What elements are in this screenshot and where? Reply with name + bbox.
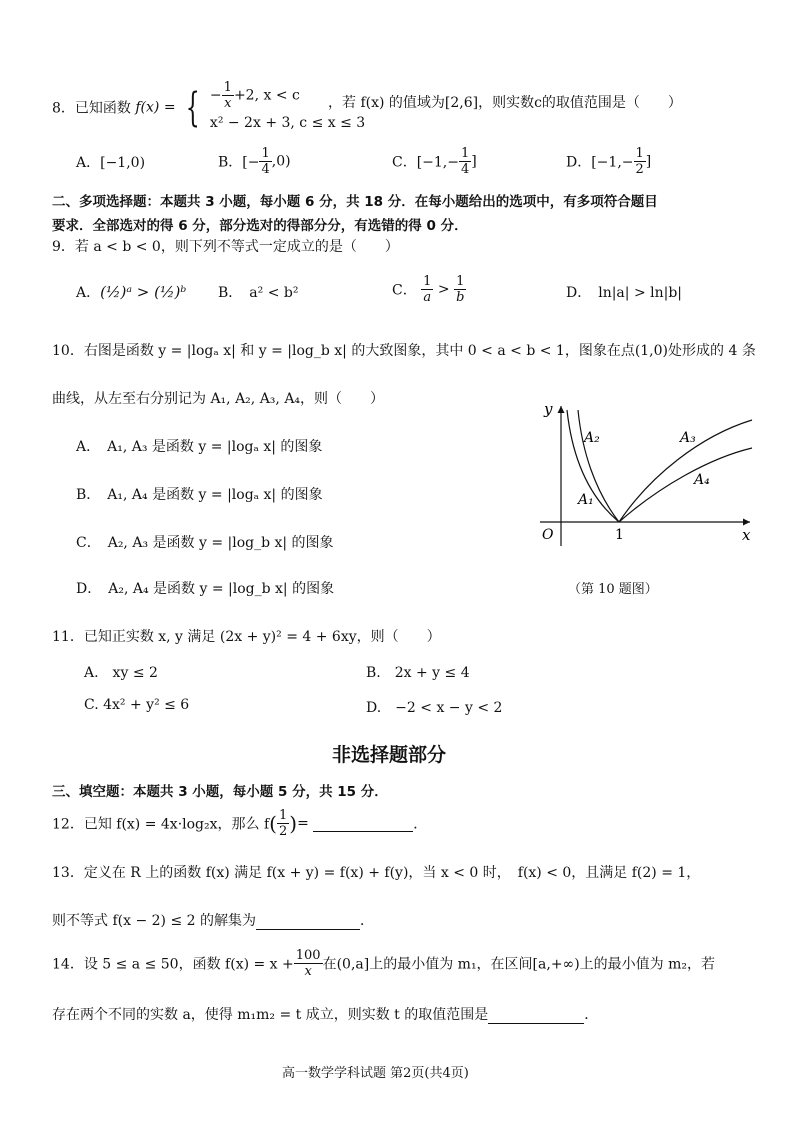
- q9-option-c-pre: C．: [392, 282, 417, 299]
- q8-stem: [52, 80, 365, 130]
- q14-pre: 14．设 5 ≤ a ≤ 50，函数 f(x) = x +: [52, 956, 294, 973]
- q11-option-c[interactable]: C. 4x² + y² ≤ 6: [84, 697, 190, 713]
- q9-option-c-num1: 1: [423, 274, 432, 289]
- q10-y-label: y: [544, 400, 553, 418]
- q14-line1: [52, 948, 715, 979]
- q8-option-b-post: ,0): [271, 153, 291, 170]
- q8-option-d-num: 1: [635, 146, 644, 161]
- q8-option-c-den: 4: [461, 162, 470, 177]
- q14-line2-pre: 存在两个不同的实数 a，使得 m₁m₂ = t 成立，则实数 t 的取值范围是: [52, 1007, 489, 1023]
- q9-option-a-body: (½)ᵃ > (½)ᵇ: [100, 283, 187, 301]
- section2-heading-line2: 要求．全部选对的得 6 分，部分选对的得部分分，有选错的得 0 分．: [52, 218, 468, 234]
- q8-case1-frac: [222, 80, 234, 111]
- q8-option-d-den: 2: [635, 162, 644, 177]
- q9-option-c-gt: >: [437, 281, 450, 298]
- q14-post: 在(0,a]上的最小值为 m₁，在区间[a,+∞)上的最小值为 m₂，若: [322, 956, 716, 973]
- q12-frac-num: 1: [278, 808, 288, 823]
- q11-option-a[interactable]: A. xy ≤ 2: [84, 665, 158, 681]
- q8-option-c-post: ]: [471, 153, 477, 170]
- q11-option-b[interactable]: B. 2x + y ≤ 4: [366, 665, 470, 681]
- q8-option-b-frac: [259, 146, 271, 177]
- q8-fx: f(x) =: [135, 99, 176, 116]
- q13-line2-end: ．: [359, 913, 374, 929]
- q8-option-d-pre: D．[−1,−: [566, 154, 634, 171]
- q10-a4-label: A₄: [694, 472, 710, 488]
- q8-brace: {: [185, 84, 200, 131]
- q8-option-d-frac: [634, 146, 646, 177]
- q8-case1-frac-den: x: [224, 96, 232, 111]
- page-footer: 高一数学学科试题 第2页(共4页): [282, 1066, 469, 1081]
- q8-stem-prefix: 8．已知函数: [52, 100, 131, 117]
- q9-option-c-den1: a: [423, 290, 432, 305]
- q12-lparen: (: [269, 811, 277, 836]
- q8-option-c-num: 1: [461, 146, 470, 161]
- q12-equals: =: [297, 815, 309, 832]
- q10-stem-line2: 曲线，从左至右分别记为 A₁, A₂, A₃, A₄，则（ ）: [52, 391, 385, 407]
- q9-stem: 9．若 a < b < 0，则下列不等式一定成立的是（ ）: [52, 239, 399, 255]
- q12-frac: [277, 808, 289, 839]
- q10-a3-label: A₃: [680, 430, 696, 446]
- q9-option-c-frac2: [454, 274, 466, 305]
- q10-option-d[interactable]: D． A₂, A₄ 是函数 y = |log_b x| 的图象: [76, 581, 335, 597]
- q12-end: ．: [413, 816, 428, 833]
- q13-answer-blank[interactable]: [256, 913, 360, 930]
- q12-rparen: ): [289, 811, 298, 836]
- q9-option-c-num2: 1: [456, 274, 465, 289]
- q13-line1: 13．定义在 R 上的函数 f(x) 满足 f(x + y) = f(x) + f(y)，当 x < 0 时， f(x) < 0，且满足 f(2) = 1，: [52, 865, 701, 881]
- q9-option-c-frac1: [421, 274, 433, 305]
- q8-stem-suffix: ，若 f(x) 的值域为[2,6]，则实数c的取值范围是（ ）: [328, 95, 682, 111]
- q14-frac-num: 100: [295, 948, 321, 963]
- q8-option-c-pre: C．[−1,−: [392, 154, 459, 171]
- q10-a2-label: A₂: [584, 430, 600, 446]
- q14-line2: [52, 1004, 598, 1024]
- q12-answer-blank[interactable]: [313, 815, 413, 832]
- section-nonchoice-title: 非选择题部分: [332, 744, 447, 766]
- q14-answer-blank[interactable]: [488, 1007, 584, 1024]
- q12-frac-den: 2: [278, 824, 288, 839]
- q8-option-c-frac: [459, 146, 471, 177]
- q8-option-c[interactable]: [392, 146, 477, 177]
- q12-line: [52, 808, 427, 839]
- q11-option-d[interactable]: D. −2 < x − y < 2: [366, 700, 503, 716]
- q10-stem-line1: 10．右图是函数 y = |logₐ x| 和 y = |log_b x| 的大致图象，其中 0 < a < b < 1，图象在点(1,0)处形成的 4 条: [52, 343, 756, 359]
- q10-x-label: x: [742, 526, 751, 544]
- q10-a1-label: A₁: [578, 492, 594, 508]
- q10-figure-caption: （第 10 题图）: [568, 582, 658, 597]
- q14-line2-end: ．: [584, 1007, 599, 1023]
- q10-origin-label: O: [542, 527, 554, 543]
- q13-line2-pre: 则不等式 f(x − 2) ≤ 2 的解集为: [52, 913, 256, 929]
- q11-stem: 11．已知正实数 x, y 满足 (2x + y)² = 4 + 6xy，则（ ）: [52, 629, 441, 645]
- q9-option-c[interactable]: [392, 274, 466, 305]
- q8-case1-minus: −: [209, 87, 222, 104]
- q10-option-a[interactable]: A． A₁, A₃ 是函数 y = |logₐ x| 的图象: [76, 439, 323, 455]
- q10-curve-a4: [619, 448, 752, 522]
- q8-option-b-num: 1: [261, 146, 270, 161]
- q8-option-d[interactable]: [566, 146, 651, 177]
- q9-option-a-label: A．: [76, 285, 101, 301]
- q8-option-b-den: 4: [261, 162, 270, 177]
- q9-option-b[interactable]: B． a² < b²: [218, 285, 299, 301]
- q10-option-b[interactable]: B． A₁, A₄ 是函数 y = |logₐ x| 的图象: [76, 487, 323, 503]
- q8-case2: x² − 2x + 3, c ≤ x ≤ 3: [209, 115, 366, 131]
- q9-option-d[interactable]: D． ln|a| > ln|b|: [566, 285, 683, 301]
- q9-option-a[interactable]: [76, 282, 186, 302]
- q13-line2: [52, 910, 374, 930]
- q10-one-label: 1: [615, 527, 624, 543]
- q8-option-b-pre: B．[−: [218, 154, 260, 171]
- q8-option-b[interactable]: [218, 146, 291, 177]
- q10-option-c[interactable]: C． A₂, A₃ 是函数 y = |log_b x| 的图象: [76, 535, 334, 551]
- q8-case1-frac-num: 1: [223, 80, 232, 95]
- q8-option-d-post: ]: [645, 153, 652, 170]
- q12-pre: 12．已知 f(x) = 4x·log₂x，那么 f: [52, 816, 270, 833]
- q14-frac-den: x: [304, 964, 312, 979]
- section2-heading-line1: 二、多项选择题：本题共 3 小题，每小题 6 分，共 18 分．在每小题给出的选项中，有多项符合题目: [52, 194, 658, 210]
- q9-option-c-den2: b: [456, 290, 465, 305]
- q14-frac: [294, 948, 323, 979]
- section3-heading: 三、填空题：本题共 3 小题，每小题 5 分，共 15 分．: [52, 784, 388, 800]
- q8-option-a[interactable]: A．[−1,0): [76, 155, 146, 171]
- q10-figure: [520, 396, 780, 556]
- q8-case1-text: +2, x < c: [233, 87, 300, 104]
